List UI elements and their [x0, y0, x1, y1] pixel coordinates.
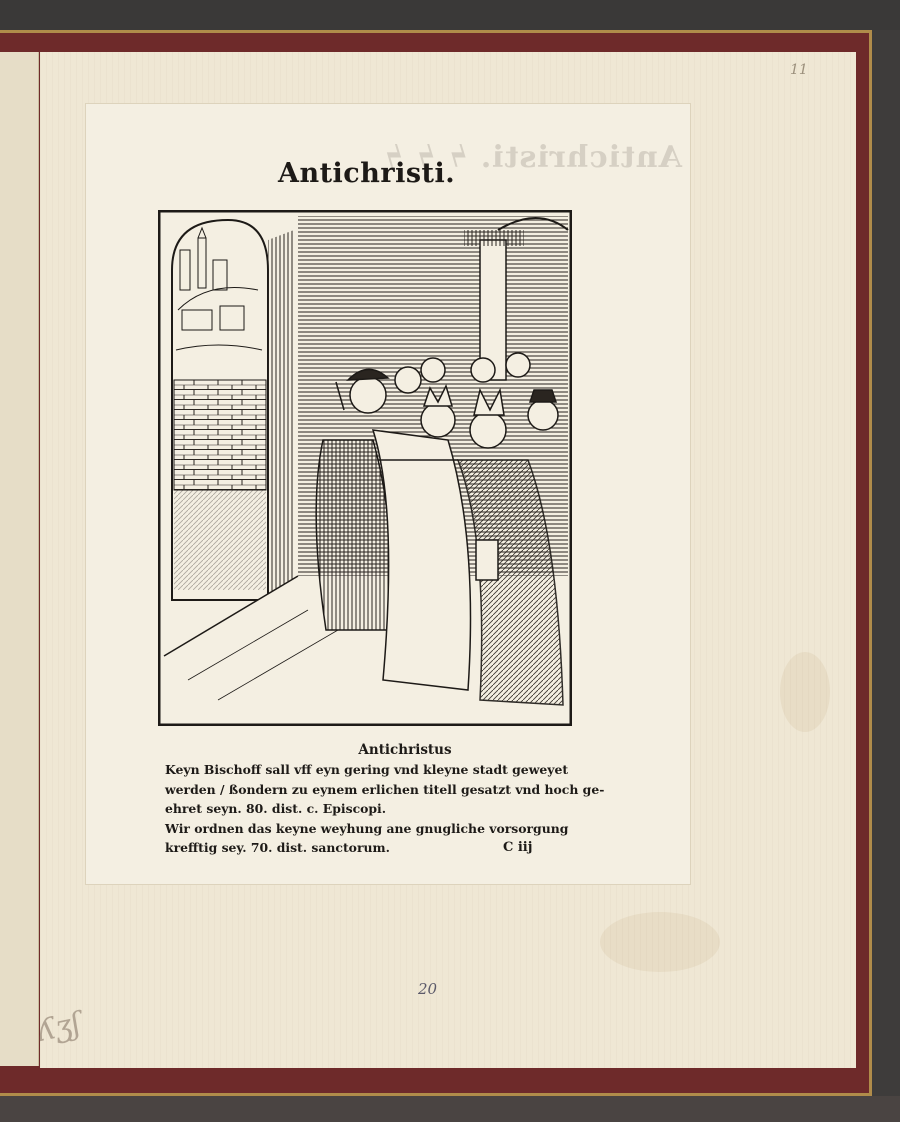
- left-page-edge: [0, 52, 39, 1066]
- caption-line-last: [165, 838, 605, 858]
- caption-heading: Antichristus: [358, 742, 452, 758]
- caption-line: krefftig sey. 70. dist. sanctorum.: [165, 840, 390, 855]
- signature-mark: C iij: [503, 840, 533, 855]
- caption-line: Keyn Bischoff sall vff eyn gering vnd kleyne stadt geweyet: [165, 762, 569, 777]
- caption-block: [165, 742, 605, 858]
- background-bottom: [0, 1096, 900, 1122]
- page-title: Antichristi.: [278, 158, 456, 189]
- caption-line: ehret seyn. 80. dist. c. Episcopi.: [165, 801, 387, 816]
- show-through-text: Antichristi. ϟ ϟ ϟ: [383, 140, 682, 175]
- caption-line: Wir ordnen das keyne weyhung ane gnugliche vorsorgung: [165, 820, 569, 836]
- page-corner-number: 11: [790, 62, 808, 78]
- pencil-folio-number: 20: [418, 980, 438, 998]
- pencil-marking: ʎʒʃ: [34, 1006, 84, 1049]
- woodcut-illustration: [158, 210, 572, 726]
- caption-line: werden / ßondern zu eynem erlichen titell gesatzt vnd hoch ge-: [165, 781, 605, 797]
- background-top: [0, 0, 900, 30]
